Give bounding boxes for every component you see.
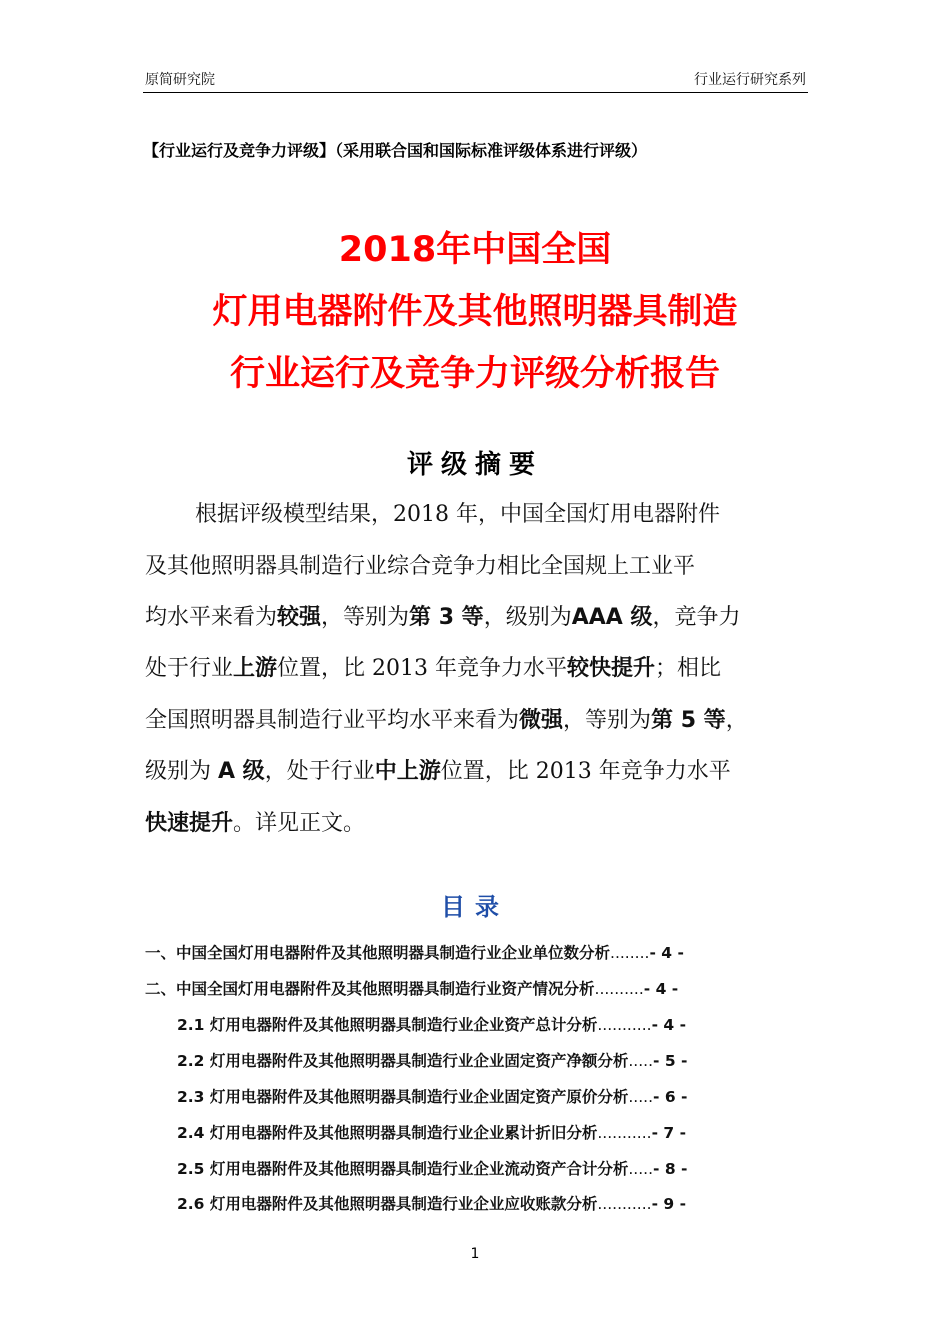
summary-text: ，处于行业 — [264, 759, 375, 784]
summary-emphasis: A 级 — [218, 759, 265, 784]
summary-emphasis: AAA 级 — [571, 605, 653, 630]
toc-entry-page: - 5 - — [653, 1052, 688, 1070]
header-institute: 原简研究院 — [145, 72, 215, 88]
summary-text: 根据评级模型结果，2018 年，中国全国灯用电器附件 — [195, 502, 720, 527]
rating-note: 【行业运行及竞争力评级】（采用联合国和国际标准评级体系进行评级） — [143, 141, 648, 160]
summary-text: ，等别为 — [321, 605, 410, 630]
summary-line — [145, 703, 748, 734]
summary-line — [145, 754, 731, 785]
summary-text: 处于行业 — [145, 656, 234, 681]
toc-entry-leader: ........... — [597, 1016, 652, 1034]
report-title-line-3: 行业运行及竞争力评级分析报告 — [229, 354, 720, 394]
toc-entry[interactable] — [177, 1192, 686, 1214]
toc-entry-label: 二、中国全国灯用电器附件及其他照明器具制造行业资产情况分析 — [145, 980, 595, 998]
summary-text: 均水平来看为 — [145, 605, 278, 630]
toc-entry[interactable] — [177, 1085, 687, 1107]
summary-text: 。详见正文。 — [233, 811, 366, 836]
toc-entry-leader: ..... — [628, 1088, 653, 1106]
summary-emphasis: 上游 — [233, 656, 278, 681]
toc-entry-label: 2.5 灯用电器附件及其他照明器具制造行业企业流动资产合计分析 — [177, 1160, 629, 1178]
header-series: 行业运行研究系列 — [694, 72, 806, 88]
toc-entry-page: - 4 - — [643, 980, 679, 998]
toc-entry-page: - 4 - — [649, 944, 684, 962]
toc-entry[interactable] — [177, 1049, 687, 1071]
summary-emphasis: 较强 — [277, 605, 322, 630]
summary-line — [145, 600, 740, 631]
report-title-line-1: 2018年中国全国 — [338, 230, 612, 270]
report-title-line-2: 灯用电器附件及其他照明器具制造 — [212, 292, 738, 332]
toc-entry-page: - 7 - — [651, 1124, 687, 1142]
toc-entry-leader: .......... — [594, 980, 644, 998]
summary-line — [145, 806, 365, 837]
toc-entry-page: - 8 - — [653, 1160, 688, 1178]
page-number: 1 — [470, 1246, 480, 1262]
toc-entry[interactable] — [145, 941, 684, 963]
summary-line — [195, 497, 720, 528]
summary-text: ；相比 — [655, 656, 722, 681]
toc-entry-leader: ..... — [628, 1052, 653, 1070]
toc-entry-label: 2.2 灯用电器附件及其他照明器具制造行业企业固定资产净额分析 — [177, 1052, 629, 1070]
summary-text: ，竞争力 — [652, 605, 741, 630]
summary-emphasis: 第 5 等 — [651, 708, 726, 733]
toc-entry-leader: ........... — [597, 1195, 652, 1213]
summary-text: 位置，比 2013 年竞争力水平 — [440, 759, 731, 784]
toc-entry-label: 一、中国全国灯用电器附件及其他照明器具制造行业企业单位数分析 — [145, 944, 611, 962]
toc-entry[interactable] — [145, 977, 678, 999]
toc-entry-leader: ..... — [628, 1160, 653, 1178]
summary-text: 位置，比 2013 年竞争力水平 — [277, 656, 568, 681]
summary-text: 级别为 — [145, 759, 218, 784]
toc-entry-label: 2.4 灯用电器附件及其他照明器具制造行业企业累计折旧分析 — [177, 1124, 598, 1142]
toc-entry[interactable] — [177, 1013, 686, 1035]
toc-entry-leader: ........ — [610, 944, 650, 962]
toc-heading: 目录 — [441, 893, 509, 921]
summary-text: ，级别为 — [483, 605, 572, 630]
summary-line — [145, 651, 721, 682]
summary-line — [145, 549, 695, 580]
toc-entry-leader: ........... — [597, 1124, 652, 1142]
toc-entry-page: - 4 - — [651, 1016, 687, 1034]
page-header — [143, 66, 808, 93]
summary-emphasis: 中上游 — [374, 759, 441, 784]
summary-emphasis: 第 3 等 — [409, 605, 484, 630]
toc-entry-page: - 9 - — [651, 1195, 687, 1213]
toc-entry-label: 2.1 灯用电器附件及其他照明器具制造行业企业资产总计分析 — [177, 1016, 598, 1034]
summary-text: 全国照明器具制造行业平均水平来看为 — [145, 708, 520, 733]
summary-text: ， — [725, 708, 748, 733]
summary-text: 及其他照明器具制造行业综合竞争力相比全国规上工业平 — [145, 554, 696, 579]
toc-entry[interactable] — [177, 1121, 686, 1143]
summary-emphasis: 快速提升 — [145, 811, 234, 836]
summary-heading: 评级摘要 — [406, 450, 543, 480]
toc-entry-page: - 6 - — [653, 1088, 688, 1106]
toc-entry-label: 2.3 灯用电器附件及其他照明器具制造行业企业固定资产原价分析 — [177, 1088, 629, 1106]
summary-emphasis: 微强 — [519, 708, 564, 733]
toc-entry[interactable] — [177, 1157, 687, 1179]
toc-entry-label: 2.6 灯用电器附件及其他照明器具制造行业企业应收账款分析 — [177, 1195, 598, 1213]
summary-emphasis: 较快提升 — [567, 656, 656, 681]
summary-text: ，等别为 — [563, 708, 652, 733]
